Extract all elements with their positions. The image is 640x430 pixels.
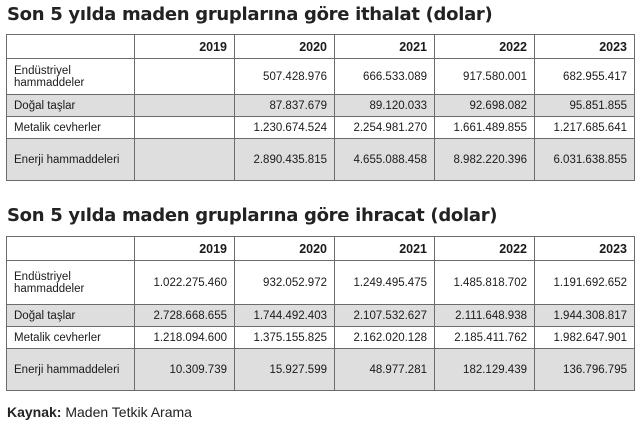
cell-value: 1.661.489.855 [435, 117, 535, 139]
source-note [7, 404, 192, 420]
cell-value: 10.309.739 [135, 349, 235, 391]
export-table-title: Son 5 yılda maden gruplarına göre ihracat (dolar) [7, 205, 498, 226]
cell-value: 1.944.308.817 [535, 305, 635, 327]
export-row-metallic [7, 327, 635, 349]
import-header-year: 2021 [335, 35, 435, 59]
row-label: Enerji hammaddeleri [7, 349, 135, 391]
cell-value [135, 59, 235, 95]
row-label: Endüstriyel hammaddeler [7, 59, 135, 95]
export-header-year: 2019 [135, 237, 235, 261]
export-table [6, 236, 635, 391]
import-row-natural-stone [7, 95, 635, 117]
cell-value: 1.249.495.475 [335, 261, 435, 305]
import-header-year: 2020 [235, 35, 335, 59]
row-label: Metalik cevherler [7, 327, 135, 349]
cell-value: 1.022.275.460 [135, 261, 235, 305]
cell-value: 1.375.155.825 [235, 327, 335, 349]
cell-value: 1.230.674.524 [235, 117, 335, 139]
cell-value [135, 95, 235, 117]
export-header-row [7, 237, 635, 261]
cell-value: 507.428.976 [235, 59, 335, 95]
row-label: Doğal taşlar [7, 95, 135, 117]
cell-value: 6.031.638.855 [535, 139, 635, 181]
import-header-row [7, 35, 635, 59]
export-row-industrial [7, 261, 635, 305]
cell-value: 2.254.981.270 [335, 117, 435, 139]
cell-value: 917.580.001 [435, 59, 535, 95]
export-header-year: 2021 [335, 237, 435, 261]
cell-value: 1.191.692.652 [535, 261, 635, 305]
cell-value [135, 139, 235, 181]
import-header-year: 2019 [135, 35, 235, 59]
cell-value: 4.655.088.458 [335, 139, 435, 181]
cell-value: 932.052.972 [235, 261, 335, 305]
source-text: Maden Tetkik Arama [65, 404, 192, 420]
cell-value: 1.744.492.403 [235, 305, 335, 327]
cell-value: 2.728.668.655 [135, 305, 235, 327]
row-label: Enerji hammaddeleri [7, 139, 135, 181]
export-row-natural-stone [7, 305, 635, 327]
cell-value: 2.185.411.762 [435, 327, 535, 349]
cell-value: 2.890.435.815 [235, 139, 335, 181]
cell-value: 87.837.679 [235, 95, 335, 117]
cell-value: 95.851.855 [535, 95, 635, 117]
source-label: Kaynak: [7, 404, 62, 420]
export-header-blank [7, 237, 135, 261]
import-table [6, 34, 635, 181]
import-header-year: 2022 [435, 35, 535, 59]
export-row-energy [7, 349, 635, 391]
cell-value: 92.698.082 [435, 95, 535, 117]
row-label: Endüstriyel hammaddeler [7, 261, 135, 305]
cell-value: 1.218.094.600 [135, 327, 235, 349]
row-label: Metalik cevherler [7, 117, 135, 139]
cell-value: 89.120.033 [335, 95, 435, 117]
export-header-year: 2023 [535, 237, 635, 261]
cell-value: 2.107.532.627 [335, 305, 435, 327]
cell-value: 136.796.795 [535, 349, 635, 391]
cell-value: 8.982.220.396 [435, 139, 535, 181]
import-header-blank [7, 35, 135, 59]
cell-value [135, 117, 235, 139]
export-header-year: 2022 [435, 237, 535, 261]
cell-value: 666.533.089 [335, 59, 435, 95]
import-header-year: 2023 [535, 35, 635, 59]
import-row-energy [7, 139, 635, 181]
cell-value: 2.162.020.128 [335, 327, 435, 349]
cell-value: 1.485.818.702 [435, 261, 535, 305]
cell-value: 2.111.648.938 [435, 305, 535, 327]
export-header-year: 2020 [235, 237, 335, 261]
cell-value: 182.129.439 [435, 349, 535, 391]
import-row-metallic [7, 117, 635, 139]
cell-value: 48.977.281 [335, 349, 435, 391]
cell-value: 682.955.417 [535, 59, 635, 95]
cell-value: 1.217.685.641 [535, 117, 635, 139]
import-row-industrial [7, 59, 635, 95]
cell-value: 15.927.599 [235, 349, 335, 391]
cell-value: 1.982.647.901 [535, 327, 635, 349]
import-table-title: Son 5 yılda maden gruplarına göre ithalat (dolar) [7, 4, 493, 25]
row-label: Doğal taşlar [7, 305, 135, 327]
